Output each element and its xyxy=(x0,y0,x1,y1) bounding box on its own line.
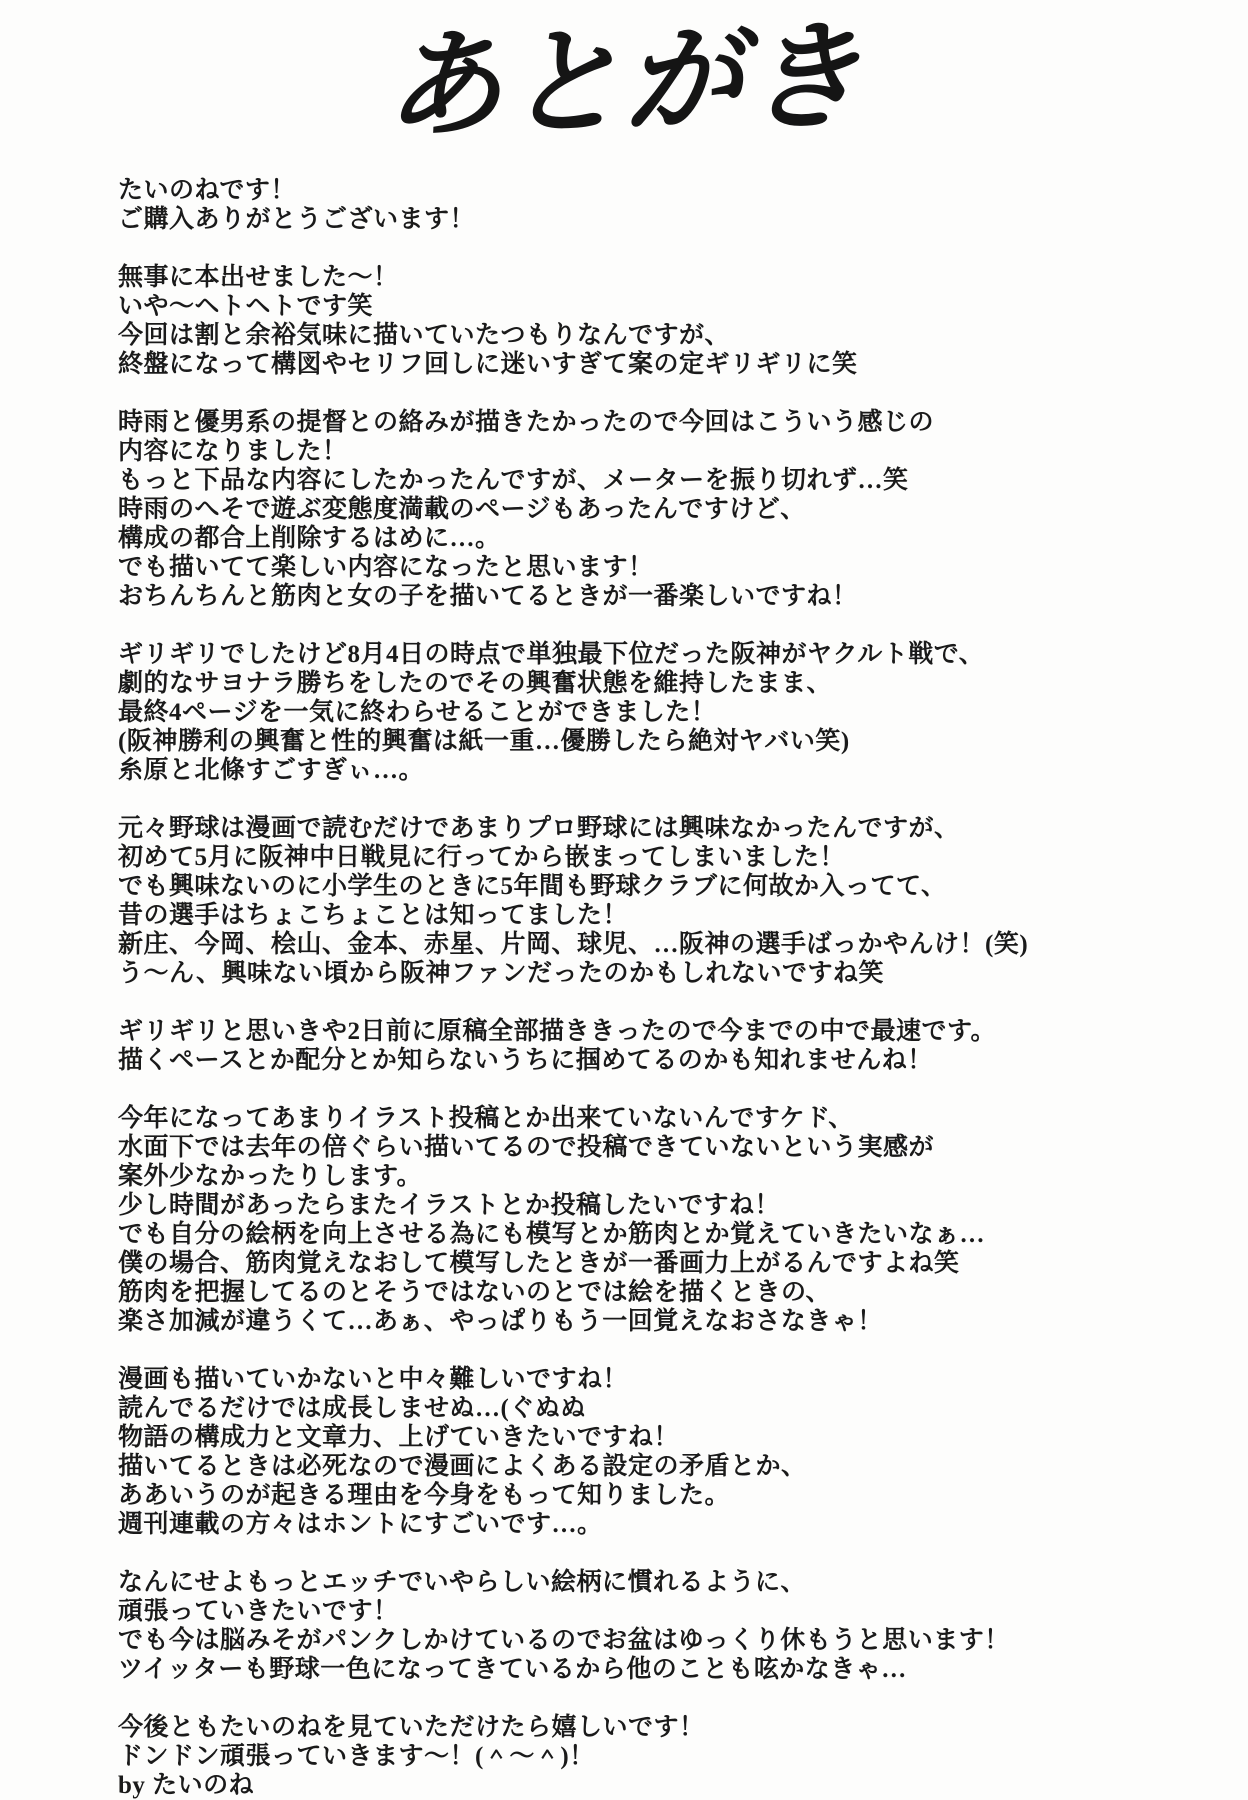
text-line: でも今は脳みそがパンクしかけているのでお盆はゆっくり休もうと思います！ xyxy=(118,1627,1010,1654)
text-line: なんにせよもっとエッチでいやらしい絵柄に慣れるように、 xyxy=(118,1569,807,1596)
text-line: 糸原と北條すごすぎぃ…。 xyxy=(118,757,425,784)
text-line: 今後ともたいのねを見ていただけたら嬉しいです！ xyxy=(118,1714,705,1741)
text-line: う～ん、興味ない頃から阪神ファンだったのかもしれないですね笑 xyxy=(118,960,885,987)
text-line: 今回は割と余裕気味に描いていたつもりなんですが、 xyxy=(118,322,731,349)
text-line: 僕の場合、筋肉覚えなおして模写したときが一番画力上がるんですよね笑 xyxy=(118,1250,960,1277)
text-line: たいのねです！ xyxy=(118,177,296,204)
text-line: 少し時間があったらまたイラストとか投稿したいですね！ xyxy=(118,1192,781,1219)
paragraph xyxy=(118,640,1148,785)
text-line: 筋肉を把握してるのとそうではないのとでは絵を描くときの、 xyxy=(118,1279,832,1306)
paragraph xyxy=(118,263,1148,379)
text-line: 頑張っていきたいです！ xyxy=(118,1598,399,1625)
text-line: 読んでるだけでは成長しませぬ…(ぐぬぬ xyxy=(118,1395,586,1422)
paragraph xyxy=(118,1017,1148,1075)
afterword-body xyxy=(118,176,1148,1800)
text-line: おちんちんと筋肉と女の子を描いてるときが一番楽しいですね！ xyxy=(118,583,858,610)
text-line: 昔の選手はちょこちょことは知ってました！ xyxy=(118,902,629,929)
text-line: 水面下では去年の倍ぐらい描いてるので投稿できていないという実感が xyxy=(118,1134,935,1161)
paragraph xyxy=(118,176,1148,234)
text-line: 今年になってあまりイラスト投稿とか出来ていないんですケド、 xyxy=(118,1105,854,1132)
text-line: 描いてるときは必死なので漫画によくある設定の矛盾とか、 xyxy=(118,1453,807,1480)
paragraph xyxy=(118,1568,1148,1684)
paragraph xyxy=(118,1104,1148,1336)
text-line: でも描いてて楽しい内容になったと思います！ xyxy=(118,554,654,581)
text-line: 週刊連載の方々はホントにすごいです…。 xyxy=(118,1511,603,1538)
text-line: 内容になりました！ xyxy=(118,438,348,465)
text-line: 劇的なサヨナラ勝ちをしたのでその興奮状態を維持したまま、 xyxy=(118,670,833,697)
text-line: by たいのね xyxy=(118,1772,255,1799)
text-line: 新庄、今岡、桧山、金本、赤星、片岡、球児、…阪神の選手ばっかやんけ！(笑) xyxy=(118,931,1029,958)
text-line: 元々野球は漫画で読むだけであまりプロ野球には興味なかったんですが、 xyxy=(118,815,960,842)
text-line: 楽さ加減が違うくて…あぁ、やっぱりもう一回覚えなおさなきゃ！ xyxy=(118,1308,883,1335)
text-line: 最終4ページを一気に終わらせることができました！ xyxy=(118,699,717,726)
paragraph xyxy=(118,1713,1148,1800)
text-line: ご購入ありがとうございます！ xyxy=(118,206,476,233)
text-line: 無事に本出せました～！ xyxy=(118,264,399,291)
text-line: 時雨と優男系の提督との絡みが描きたかったので今回はこういう感じの xyxy=(118,409,935,436)
text-line: (阪神勝利の興奮と性的興奮は紙一重…優勝したら絶対ヤバい笑) xyxy=(118,728,850,755)
text-line: ギリギリと思いきや2日前に原稿全部描ききったので今までの中で最速です。 xyxy=(118,1018,997,1045)
text-line: でも興味ないのに小学生のときに5年間も野球クラブに何故か入ってて、 xyxy=(118,873,947,900)
text-line: ドンドン頑張っていきます～！(＾～＾)！ xyxy=(118,1743,595,1770)
text-line: 終盤になって構図やセリフ回しに迷いすぎて案の定ギリギリに笑 xyxy=(118,351,858,378)
paragraph xyxy=(118,1365,1148,1539)
text-line: 初めて5月に阪神中日戦見に行ってから嵌まってしまいました！ xyxy=(118,844,846,871)
text-line: もっと下品な内容にしたかったんですが、メーターを振り切れず…笑 xyxy=(118,467,909,494)
text-line: ギリギリでしたけど8月4日の時点で単独最下位だった阪神がヤクルト戦で、 xyxy=(118,641,985,668)
text-line: いや～ヘトヘトです笑 xyxy=(118,293,374,320)
paragraph xyxy=(118,814,1148,988)
text-line: でも自分の絵柄を向上させる為にも模写とか筋肉とか覚えていきたいなぁ… xyxy=(118,1221,986,1248)
text-line: 物語の構成力と文章力、上げていきたいですね！ xyxy=(118,1424,680,1451)
text-line: 構成の都合上削除するはめに…。 xyxy=(118,525,501,552)
text-line: 漫画も描いていかないと中々難しいですね！ xyxy=(118,1366,629,1393)
text-line: 案外少なかったりします。 xyxy=(118,1163,423,1190)
paragraph xyxy=(118,408,1148,611)
text-line: ああいうのが起きる理由を今身をもって知りました。 xyxy=(118,1482,731,1509)
text-line: ツイッターも野球一色になってきているから他のことも呟かなきゃ… xyxy=(118,1656,907,1683)
page-title: あとがき xyxy=(382,11,866,154)
text-line: 時雨のへそで遊ぶ変態度満載のページもあったんですけど、 xyxy=(118,496,806,523)
text-line: 描くペースとか配分とか知らないうちに掴めてるのかも知れませんね！ xyxy=(118,1047,933,1074)
